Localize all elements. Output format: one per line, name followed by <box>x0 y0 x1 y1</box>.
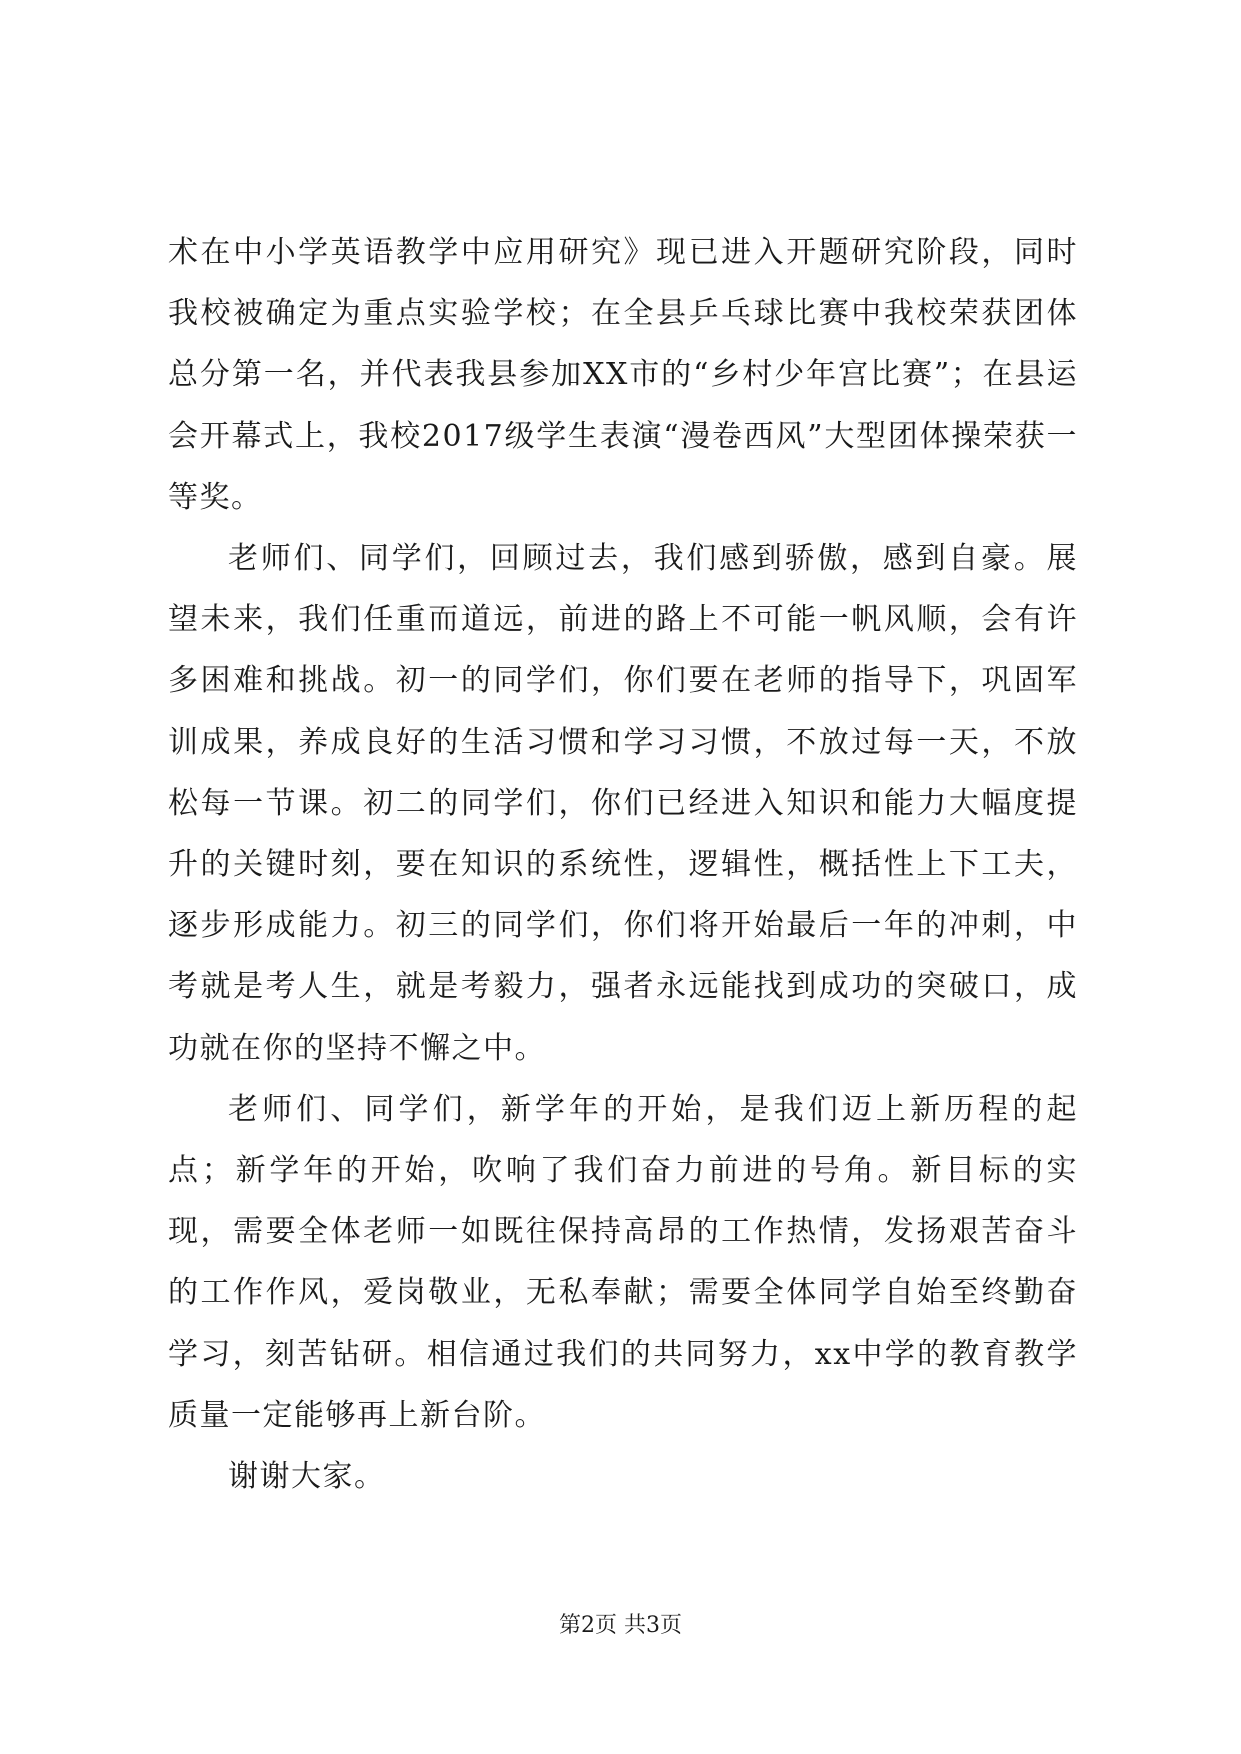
paragraph-thanks: 谢谢大家。 <box>228 1459 386 1495</box>
page-number-footer: 第2页 共3页 <box>559 1613 682 1638</box>
paragraph-new-school-year: 老师们、同学们，新学年的开始，是我们迈上新历程的起点；新学年的开始，吹响了我们奋力前进的号角。新目标的实现，需要全体老师一如既往保持高昂的工作热情，发扬艰苦奋斗的工作作风，爱岗敬业，无私奉献；需要全体同学自始至终勤奋学习，刻苦钻研。相信通过我们的共同努力，xx中学的教育教学质量一定能够再上新台阶。 <box>168 1091 1078 1433</box>
document-body <box>168 222 1078 1507</box>
paragraph-review-and-outlook: 老师们、同学们，回顾过去，我们感到骄傲，感到自豪。展望未来，我们任重而道远，前进的路上不可能一帆风顺，会有许多困难和挑战。初一的同学们，你们要在老师的指导下，巩固军训成果，养成良好的生活习惯和学习习惯，不放过每一天，不放松每一节课。初二的同学们，你们已经进入知识和能力大幅度提升的关键时刻，要在知识的系统性，逻辑性，概括性上下工夫，逐步形成能力。初三的同学们，你们将开始最后一年的冲刺，中考就是考人生，就是考毅力，强者永远能找到成功的突破口，成功就在你的坚持不懈之中。 <box>168 541 1078 1066</box>
paragraph-continuation: 术在中小学英语教学中应用研究》现已进入开题研究阶段，同时我校被确定为重点实验学校；在全县乒乓球比赛中我校荣获团体总分第一名，并代表我县参加XX市的“乡村少年宫比赛”；在县运会开幕式上，我校2017级学生表演“漫卷西风”大型团体操荣获一等奖。 <box>168 235 1078 515</box>
